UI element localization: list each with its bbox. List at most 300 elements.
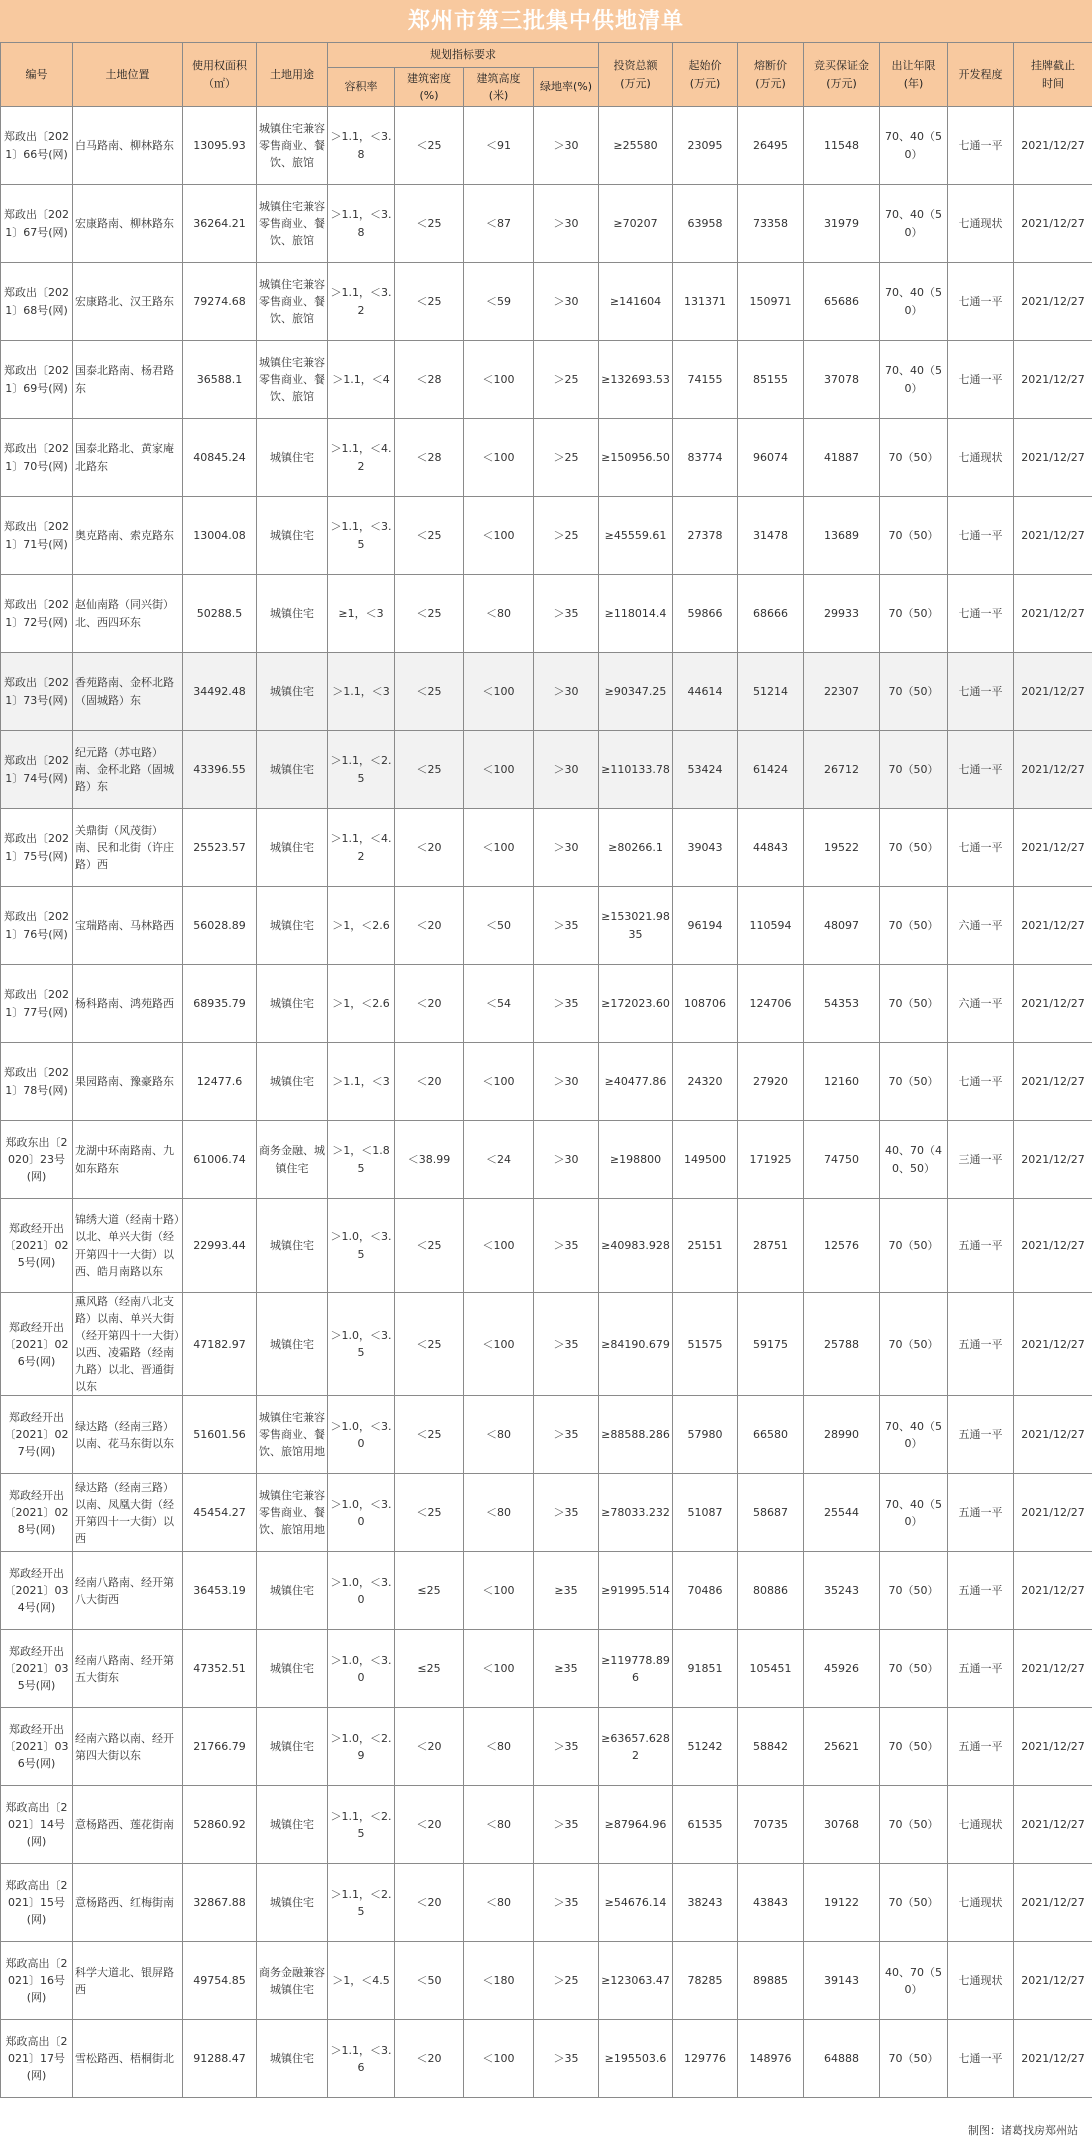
row-deposit-cell: 28990: [804, 1396, 880, 1474]
row-start-price-cell: 24320: [673, 1043, 738, 1121]
row-use-cell: 城镇住宅: [257, 1552, 328, 1630]
row-dev-cell: 五通一平: [948, 1474, 1014, 1552]
table-row: [1, 1396, 1092, 1474]
row-height-cell: ＜100: [464, 1552, 534, 1630]
row-investment-cell: ≥195503.6: [599, 2020, 673, 2098]
row-id-cell: 郑政经开出〔2021〕028号(网): [1, 1474, 73, 1552]
row-start-price-cell: 91851: [673, 1630, 738, 1708]
row-investment-cell: ≥78033.232: [599, 1474, 673, 1552]
row-height-cell: ＜87: [464, 185, 534, 263]
row-id-cell: 郑政出〔2021〕75号(网): [1, 809, 73, 887]
row-location-cell: 杨科路南、鸿苑路西: [73, 965, 183, 1043]
row-cap-price-cell: 51214: [738, 653, 804, 731]
row-cap-price-cell: 80886: [738, 1552, 804, 1630]
table-row: [1, 1630, 1092, 1708]
table-row: [1, 107, 1092, 185]
row-id-cell: 郑政出〔2021〕66号(网): [1, 107, 73, 185]
row-green-cell: ＞35: [534, 1474, 599, 1552]
row-height-cell: ＜100: [464, 731, 534, 809]
row-cap-price-cell: 171925: [738, 1121, 804, 1199]
row-green-cell: ＞30: [534, 809, 599, 887]
row-start-price-cell: 108706: [673, 965, 738, 1043]
row-far-cell: ＞1.0，＜3.0: [328, 1552, 395, 1630]
row-density-cell: ＜25: [395, 653, 464, 731]
table-header: [1, 43, 1092, 107]
row-green-cell: ＞25: [534, 497, 599, 575]
row-term-cell: 70、40（50）: [880, 1396, 948, 1474]
row-far-cell: ＞1.1，＜3: [328, 653, 395, 731]
row-start-price-cell: 70486: [673, 1552, 738, 1630]
row-term-cell: 70、40（50）: [880, 107, 948, 185]
row-density-cell: ＜28: [395, 419, 464, 497]
table-row: [1, 419, 1092, 497]
row-cap-price-cell: 28751: [738, 1199, 804, 1293]
table-row: [1, 497, 1092, 575]
row-investment-cell: ≥40477.86: [599, 1043, 673, 1121]
row-height-cell: ＜100: [464, 2020, 534, 2098]
row-id-cell: 郑政东出〔2020〕23号(网): [1, 1121, 73, 1199]
row-deposit-cell: 29933: [804, 575, 880, 653]
row-cap-price-cell: 31478: [738, 497, 804, 575]
row-density-cell: ＜25: [395, 1293, 464, 1396]
row-deadline-cell: 2021/12/27: [1014, 1786, 1092, 1864]
row-area-cell: 45454.27: [183, 1474, 257, 1552]
table-row: [1, 1786, 1092, 1864]
row-density-cell: ＜20: [395, 1043, 464, 1121]
row-term-cell: 70（50）: [880, 731, 948, 809]
row-far-cell: ＞1.1，＜2.5: [328, 1786, 395, 1864]
row-deposit-cell: 35243: [804, 1552, 880, 1630]
row-far-cell: ＞1.1，＜3.8: [328, 107, 395, 185]
row-deposit-cell: 74750: [804, 1121, 880, 1199]
row-density-cell: ＜50: [395, 1942, 464, 2020]
row-start-price-cell: 57980: [673, 1396, 738, 1474]
row-investment-cell: ≥88588.286: [599, 1396, 673, 1474]
row-start-price-cell: 96194: [673, 887, 738, 965]
row-dev-cell: 六通一平: [948, 965, 1014, 1043]
row-deadline-cell: 2021/12/27: [1014, 1942, 1092, 2020]
header-use: 土地用途: [257, 43, 328, 107]
row-deadline-cell: 2021/12/27: [1014, 1864, 1092, 1942]
row-deadline-cell: 2021/12/27: [1014, 1396, 1092, 1474]
row-id-cell: 郑政经开出〔2021〕035号(网): [1, 1630, 73, 1708]
row-use-cell: 商务金融、城镇住宅: [257, 1121, 328, 1199]
row-cap-price-cell: 85155: [738, 341, 804, 419]
row-term-cell: 70（50）: [880, 1786, 948, 1864]
row-deposit-cell: 12576: [804, 1199, 880, 1293]
row-dev-cell: 五通一平: [948, 1199, 1014, 1293]
row-location-cell: 雪松路西、梧桐街北: [73, 2020, 183, 2098]
row-far-cell: ＞1.0，＜3.5: [328, 1293, 395, 1396]
row-deposit-cell: 25788: [804, 1293, 880, 1396]
row-far-cell: ＞1.1，＜3.2: [328, 263, 395, 341]
row-area-cell: 56028.89: [183, 887, 257, 965]
row-density-cell: ≤25: [395, 1552, 464, 1630]
land-list-table: [0, 42, 1092, 2098]
page-title: 郑州市第三批集中供地清单: [0, 0, 1092, 42]
row-cap-price-cell: 66580: [738, 1396, 804, 1474]
row-id-cell: 郑政出〔2021〕71号(网): [1, 497, 73, 575]
row-investment-cell: ≥25580: [599, 107, 673, 185]
row-use-cell: 城镇住宅兼容零售商业、餐饮、旅馆: [257, 185, 328, 263]
row-investment-cell: ≥119778.896: [599, 1630, 673, 1708]
row-location-cell: 龙湖中环南路南、九如东路东: [73, 1121, 183, 1199]
row-green-cell: ＞35: [534, 1708, 599, 1786]
row-id-cell: 郑政经开出〔2021〕027号(网): [1, 1396, 73, 1474]
row-dev-cell: 七通一平: [948, 809, 1014, 887]
row-deadline-cell: 2021/12/27: [1014, 263, 1092, 341]
header-term: 出让年限 (年): [880, 43, 948, 107]
row-term-cell: 70（50）: [880, 1864, 948, 1942]
row-height-cell: ＜91: [464, 107, 534, 185]
row-height-cell: ＜100: [464, 1199, 534, 1293]
row-height-cell: ＜100: [464, 419, 534, 497]
row-investment-cell: ≥118014.4: [599, 575, 673, 653]
row-start-price-cell: 38243: [673, 1864, 738, 1942]
row-dev-cell: 七通现状: [948, 1942, 1014, 2020]
row-investment-cell: ≥40983.928: [599, 1199, 673, 1293]
header-deposit: 竞买保证金 (万元): [804, 43, 880, 107]
row-use-cell: 城镇住宅兼容零售商业、餐饮、旅馆用地: [257, 1474, 328, 1552]
row-dev-cell: 七通一平: [948, 497, 1014, 575]
row-dev-cell: 五通一平: [948, 1552, 1014, 1630]
row-term-cell: 70（50）: [880, 1708, 948, 1786]
row-density-cell: ＜25: [395, 1199, 464, 1293]
row-green-cell: ＞25: [534, 1942, 599, 2020]
row-green-cell: ＞35: [534, 1864, 599, 1942]
row-term-cell: 70、40（50）: [880, 185, 948, 263]
row-dev-cell: 五通一平: [948, 1630, 1014, 1708]
row-area-cell: 51601.56: [183, 1396, 257, 1474]
row-term-cell: 70（50）: [880, 419, 948, 497]
table-row: [1, 731, 1092, 809]
row-id-cell: 郑政高出〔2021〕14号(网): [1, 1786, 73, 1864]
row-far-cell: ＞1.1，＜3.8: [328, 185, 395, 263]
row-use-cell: 城镇住宅: [257, 1630, 328, 1708]
row-start-price-cell: 74155: [673, 341, 738, 419]
row-id-cell: 郑政出〔2021〕73号(网): [1, 653, 73, 731]
row-area-cell: 52860.92: [183, 1786, 257, 1864]
row-area-cell: 21766.79: [183, 1708, 257, 1786]
table-row: [1, 1043, 1092, 1121]
row-height-cell: ＜100: [464, 1293, 534, 1396]
header-area: 使用权面积 （㎡）: [183, 43, 257, 107]
row-area-cell: 36264.21: [183, 185, 257, 263]
row-deadline-cell: 2021/12/27: [1014, 653, 1092, 731]
row-deposit-cell: 54353: [804, 965, 880, 1043]
row-investment-cell: ≥91995.514: [599, 1552, 673, 1630]
row-green-cell: ＞25: [534, 419, 599, 497]
row-density-cell: ＜38.99: [395, 1121, 464, 1199]
row-term-cell: 40、70（50）: [880, 1942, 948, 2020]
row-area-cell: 13095.93: [183, 107, 257, 185]
row-density-cell: ＜25: [395, 263, 464, 341]
row-area-cell: 12477.6: [183, 1043, 257, 1121]
row-height-cell: ＜100: [464, 809, 534, 887]
row-investment-cell: ≥123063.47: [599, 1942, 673, 2020]
row-deposit-cell: 65686: [804, 263, 880, 341]
row-location-cell: 绿达路（经南三路）以南、花马东街以东: [73, 1396, 183, 1474]
row-cap-price-cell: 148976: [738, 2020, 804, 2098]
row-investment-cell: ≥90347.25: [599, 653, 673, 731]
row-green-cell: ＞35: [534, 887, 599, 965]
row-far-cell: ＞1.0，＜2.9: [328, 1708, 395, 1786]
table-row: [1, 1121, 1092, 1199]
row-deposit-cell: 22307: [804, 653, 880, 731]
row-dev-cell: 七通一平: [948, 1043, 1014, 1121]
header-cap-price: 熔断价 (万元): [738, 43, 804, 107]
row-density-cell: ＜28: [395, 341, 464, 419]
row-deadline-cell: 2021/12/27: [1014, 887, 1092, 965]
row-area-cell: 68935.79: [183, 965, 257, 1043]
row-investment-cell: ≥70207: [599, 185, 673, 263]
row-term-cell: 70（50）: [880, 2020, 948, 2098]
row-dev-cell: 五通一平: [948, 1396, 1014, 1474]
row-green-cell: ＞30: [534, 1121, 599, 1199]
row-term-cell: 70（50）: [880, 497, 948, 575]
row-location-cell: 经南八路南、经开第五大街东: [73, 1630, 183, 1708]
row-area-cell: 49754.85: [183, 1942, 257, 2020]
row-use-cell: 城镇住宅: [257, 497, 328, 575]
row-height-cell: ＜100: [464, 341, 534, 419]
row-dev-cell: 七通一平: [948, 107, 1014, 185]
row-area-cell: 32867.88: [183, 1864, 257, 1942]
row-id-cell: 郑政高出〔2021〕16号(网): [1, 1942, 73, 2020]
row-id-cell: 郑政出〔2021〕68号(网): [1, 263, 73, 341]
row-deadline-cell: 2021/12/27: [1014, 1293, 1092, 1396]
row-term-cell: 70、40（50）: [880, 263, 948, 341]
row-height-cell: ＜100: [464, 1630, 534, 1708]
row-dev-cell: 五通一平: [948, 1293, 1014, 1396]
row-deadline-cell: 2021/12/27: [1014, 575, 1092, 653]
row-location-cell: 宏康路南、柳林路东: [73, 185, 183, 263]
row-dev-cell: 七通现状: [948, 185, 1014, 263]
row-id-cell: 郑政出〔2021〕77号(网): [1, 965, 73, 1043]
table-row: [1, 2020, 1092, 2098]
row-height-cell: ＜54: [464, 965, 534, 1043]
row-dev-cell: 七通一平: [948, 341, 1014, 419]
row-location-cell: 宏康路北、汉王路东: [73, 263, 183, 341]
row-start-price-cell: 59866: [673, 575, 738, 653]
row-deadline-cell: 2021/12/27: [1014, 419, 1092, 497]
row-start-price-cell: 63958: [673, 185, 738, 263]
row-use-cell: 城镇住宅: [257, 1293, 328, 1396]
row-use-cell: 城镇住宅: [257, 809, 328, 887]
row-location-cell: 熏风路（经南八北支路）以南、单兴大街（经开第四十一大街）以西、凌霜路（经南九路）以北、晋通街以东: [73, 1293, 183, 1396]
row-investment-cell: ≥45559.61: [599, 497, 673, 575]
row-green-cell: ＞30: [534, 185, 599, 263]
row-term-cell: 70（50）: [880, 653, 948, 731]
row-area-cell: 36453.19: [183, 1552, 257, 1630]
table-row: [1, 341, 1092, 419]
row-green-cell: ＞30: [534, 107, 599, 185]
row-height-cell: ＜80: [464, 1708, 534, 1786]
row-location-cell: 赵仙南路（同兴街）北、西四环东: [73, 575, 183, 653]
row-location-cell: 国泰北路南、杨君路东: [73, 341, 183, 419]
row-use-cell: 城镇住宅: [257, 887, 328, 965]
row-green-cell: ＞35: [534, 1396, 599, 1474]
row-density-cell: ＜20: [395, 1786, 464, 1864]
header-start-price: 起始价 (万元): [673, 43, 738, 107]
row-dev-cell: 七通现状: [948, 419, 1014, 497]
row-term-cell: 70（50）: [880, 965, 948, 1043]
row-cap-price-cell: 105451: [738, 1630, 804, 1708]
row-use-cell: 城镇住宅: [257, 2020, 328, 2098]
row-term-cell: 70、40（50）: [880, 1474, 948, 1552]
row-density-cell: ＜25: [395, 1474, 464, 1552]
row-use-cell: 城镇住宅兼容零售商业、餐饮、旅馆: [257, 341, 328, 419]
row-far-cell: ＞1.0，＜3.0: [328, 1396, 395, 1474]
row-use-cell: 城镇住宅: [257, 1864, 328, 1942]
header-deadline: 挂牌截止 时间: [1014, 43, 1092, 107]
row-deadline-cell: 2021/12/27: [1014, 185, 1092, 263]
row-area-cell: 22993.44: [183, 1199, 257, 1293]
row-deadline-cell: 2021/12/27: [1014, 341, 1092, 419]
row-investment-cell: ≥87964.96: [599, 1786, 673, 1864]
row-far-cell: ＞1.1，＜4.2: [328, 419, 395, 497]
table-row: [1, 1293, 1092, 1396]
row-term-cell: 70（50）: [880, 1043, 948, 1121]
row-cap-price-cell: 89885: [738, 1942, 804, 2020]
row-deposit-cell: 19122: [804, 1864, 880, 1942]
row-deadline-cell: 2021/12/27: [1014, 1199, 1092, 1293]
row-area-cell: 13004.08: [183, 497, 257, 575]
row-dev-cell: 七通一平: [948, 2020, 1014, 2098]
row-deadline-cell: 2021/12/27: [1014, 965, 1092, 1043]
row-deadline-cell: 2021/12/27: [1014, 1121, 1092, 1199]
row-area-cell: 61006.74: [183, 1121, 257, 1199]
row-start-price-cell: 27378: [673, 497, 738, 575]
row-start-price-cell: 25151: [673, 1199, 738, 1293]
row-height-cell: ＜80: [464, 1864, 534, 1942]
row-deposit-cell: 41887: [804, 419, 880, 497]
row-location-cell: 意杨路西、红梅街南: [73, 1864, 183, 1942]
row-deposit-cell: 25621: [804, 1708, 880, 1786]
row-deposit-cell: 45926: [804, 1630, 880, 1708]
row-green-cell: ≥35: [534, 1552, 599, 1630]
row-location-cell: 经南八路南、经开第八大街西: [73, 1552, 183, 1630]
row-start-price-cell: 129776: [673, 2020, 738, 2098]
row-far-cell: ＞1.1，＜2.5: [328, 1864, 395, 1942]
row-density-cell: ＜20: [395, 887, 464, 965]
row-far-cell: ＞1.1，＜3.5: [328, 497, 395, 575]
row-use-cell: 城镇住宅: [257, 419, 328, 497]
row-use-cell: 城镇住宅兼容零售商业、餐饮、旅馆: [257, 107, 328, 185]
row-investment-cell: ≥141604: [599, 263, 673, 341]
row-start-price-cell: 39043: [673, 809, 738, 887]
row-density-cell: ＜20: [395, 965, 464, 1043]
row-green-cell: ＞30: [534, 263, 599, 341]
row-investment-cell: ≥110133.78: [599, 731, 673, 809]
row-far-cell: ＞1，＜2.6: [328, 965, 395, 1043]
row-use-cell: 城镇住宅: [257, 575, 328, 653]
row-deadline-cell: 2021/12/27: [1014, 1630, 1092, 1708]
row-dev-cell: 七通一平: [948, 731, 1014, 809]
row-dev-cell: 七通一平: [948, 263, 1014, 341]
row-green-cell: ＞25: [534, 341, 599, 419]
table-row: [1, 1942, 1092, 2020]
row-deposit-cell: 13689: [804, 497, 880, 575]
row-density-cell: ＜20: [395, 2020, 464, 2098]
row-cap-price-cell: 61424: [738, 731, 804, 809]
row-height-cell: ＜100: [464, 653, 534, 731]
row-area-cell: 34492.48: [183, 653, 257, 731]
header-dev: 开发程度: [948, 43, 1014, 107]
row-use-cell: 城镇住宅: [257, 1786, 328, 1864]
row-use-cell: 城镇住宅: [257, 1708, 328, 1786]
row-density-cell: ＜25: [395, 1396, 464, 1474]
row-investment-cell: ≥54676.14: [599, 1864, 673, 1942]
row-location-cell: 锦绣大道（经南十路）以北、单兴大街（经开第四十一大街）以西、皓月南路以东: [73, 1199, 183, 1293]
row-far-cell: ＞1，＜2.6: [328, 887, 395, 965]
row-density-cell: ＜20: [395, 1864, 464, 1942]
row-deposit-cell: 64888: [804, 2020, 880, 2098]
row-far-cell: ＞1.0，＜3.0: [328, 1474, 395, 1552]
row-dev-cell: 七通一平: [948, 653, 1014, 731]
row-cap-price-cell: 59175: [738, 1293, 804, 1396]
row-far-cell: ＞1.1，＜2.5: [328, 731, 395, 809]
row-dev-cell: 七通现状: [948, 1864, 1014, 1942]
row-green-cell: ＞35: [534, 1786, 599, 1864]
row-green-cell: ＞35: [534, 965, 599, 1043]
header-green: 绿地率(%): [534, 68, 599, 107]
row-area-cell: 91288.47: [183, 2020, 257, 2098]
row-green-cell: ＞35: [534, 575, 599, 653]
row-id-cell: 郑政经开出〔2021〕034号(网): [1, 1552, 73, 1630]
header-id: 编号: [1, 43, 73, 107]
row-deadline-cell: 2021/12/27: [1014, 731, 1092, 809]
row-investment-cell: ≥84190.679: [599, 1293, 673, 1396]
row-density-cell: ＜25: [395, 497, 464, 575]
row-location-cell: 经南六路以南、经开第四大街以东: [73, 1708, 183, 1786]
row-density-cell: ＜25: [395, 731, 464, 809]
row-deposit-cell: 25544: [804, 1474, 880, 1552]
table-row: [1, 1552, 1092, 1630]
header-location: 土地位置: [73, 43, 183, 107]
row-start-price-cell: 83774: [673, 419, 738, 497]
table-row: [1, 1199, 1092, 1293]
row-location-cell: 奥克路南、索克路东: [73, 497, 183, 575]
row-area-cell: 79274.68: [183, 263, 257, 341]
row-id-cell: 郑政高出〔2021〕15号(网): [1, 1864, 73, 1942]
row-far-cell: ＞1.1，＜4: [328, 341, 395, 419]
row-area-cell: 50288.5: [183, 575, 257, 653]
row-height-cell: ＜24: [464, 1121, 534, 1199]
row-start-price-cell: 51575: [673, 1293, 738, 1396]
row-area-cell: 40845.24: [183, 419, 257, 497]
row-cap-price-cell: 110594: [738, 887, 804, 965]
row-density-cell: ＜25: [395, 185, 464, 263]
row-use-cell: 城镇住宅: [257, 1043, 328, 1121]
row-density-cell: ＜25: [395, 107, 464, 185]
row-deposit-cell: 39143: [804, 1942, 880, 2020]
row-deposit-cell: 31979: [804, 185, 880, 263]
row-green-cell: ＞35: [534, 1199, 599, 1293]
table-row: [1, 575, 1092, 653]
header-planning: 规划指标要求: [328, 43, 599, 68]
row-green-cell: ＞30: [534, 653, 599, 731]
table-row: [1, 185, 1092, 263]
row-use-cell: 城镇住宅: [257, 731, 328, 809]
row-height-cell: ＜80: [464, 1786, 534, 1864]
row-location-cell: 果园路南、豫豪路东: [73, 1043, 183, 1121]
row-id-cell: 郑政经开出〔2021〕025号(网): [1, 1199, 73, 1293]
row-cap-price-cell: 68666: [738, 575, 804, 653]
row-area-cell: 25523.57: [183, 809, 257, 887]
row-id-cell: 郑政经开出〔2021〕026号(网): [1, 1293, 73, 1396]
row-cap-price-cell: 96074: [738, 419, 804, 497]
row-cap-price-cell: 58842: [738, 1708, 804, 1786]
